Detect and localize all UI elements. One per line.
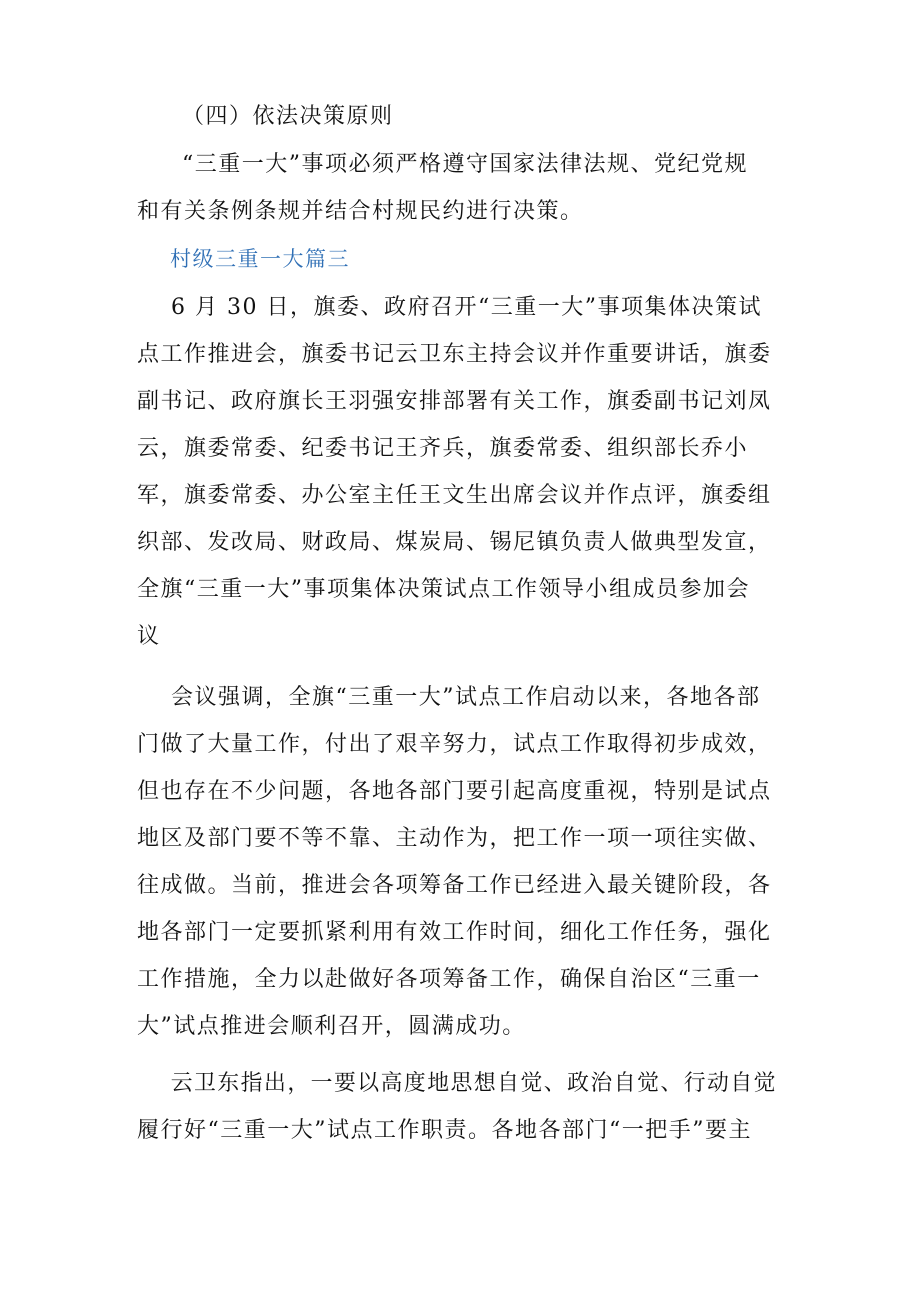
paragraph-3-line-2: 履行好“三重一大”试点工作职责。各地各部门“一把手”要主	[137, 1118, 752, 1143]
paragraph-2-line-2: 门做了大量工作，付出了艰辛努力，试点工作取得初步成效，	[137, 732, 772, 757]
paragraph-1	[137, 284, 777, 660]
paragraph-2	[137, 674, 777, 1050]
paragraph-1-line-5: 军，旗委常委、办公室主任王文生出席会议并作点评，旗委组	[137, 483, 772, 508]
paragraph-2-line-3: 但也存在不少问题，各地各部门要引起高度重视，特别是试点	[137, 779, 772, 804]
section-four-heading	[182, 93, 394, 140]
paragraph-1-line-8: 议	[137, 624, 161, 649]
paragraph-1-line-7: 全旗“三重一大”事项集体决策试点工作领导小组成员参加会	[137, 577, 750, 602]
article-heading-text: 村级三重一大篇三	[170, 247, 350, 271]
section-four-body	[137, 141, 777, 235]
paragraph-2-line-6: 地各部门一定要抓紧利用有效工作时间，细化工作任务，强化	[137, 920, 772, 945]
paragraph-1-line-4: 云，旗委常委、纪委书记王齐兵，旗委常委、组织部长乔小	[137, 436, 749, 461]
paragraph-2-line-4: 地区及部门要不等不靠、主动作为，把工作一项一项往实做、	[137, 826, 772, 851]
paragraph-3-line-1: 云卫东指出，一要以高度地思想自觉、政治自觉、行动自觉	[170, 1071, 777, 1096]
article-heading	[170, 236, 350, 283]
paragraph-1-line-6: 织部、发改局、财政局、煤炭局、锡尼镇负责人做典型发宣，	[137, 530, 772, 555]
paragraph-2-line-1: 会议强调，全旗“三重一大”试点工作启动以来，各地各部	[171, 685, 761, 710]
paragraph-1-line-2: 点工作推进会，旗委书记云卫东主持会议并作重要讲话，旗委	[137, 342, 772, 367]
section-four-heading-text: （四）依法决策原则	[182, 104, 394, 129]
section-four-line-1: “三重一大”事项必须严格遵守国家法律法规、党纪党规	[182, 152, 748, 177]
paragraph-2-line-8: 大”试点推进会顺利召开，圆满成功。	[137, 1014, 526, 1039]
paragraph-2-line-7: 工作措施，全力以赴做好各项筹备工作，确保自治区“三重一	[137, 967, 761, 992]
paragraph-2-line-5: 往成做。当前，推进会各项筹备工作已经进入最关键阶段，各	[137, 873, 772, 898]
section-four-line-2: 和有关条例条规并结合村规民约进行决策。	[137, 199, 584, 224]
paragraph-1-line-3: 副书记、政府旗长王羽强安排部署有关工作，旗委副书记刘凤	[137, 389, 772, 414]
paragraph-3	[137, 1060, 777, 1154]
paragraph-1-line-1: 6 月 30 日，旗委、政府召开“三重一大”事项集体决策试	[171, 295, 762, 320]
